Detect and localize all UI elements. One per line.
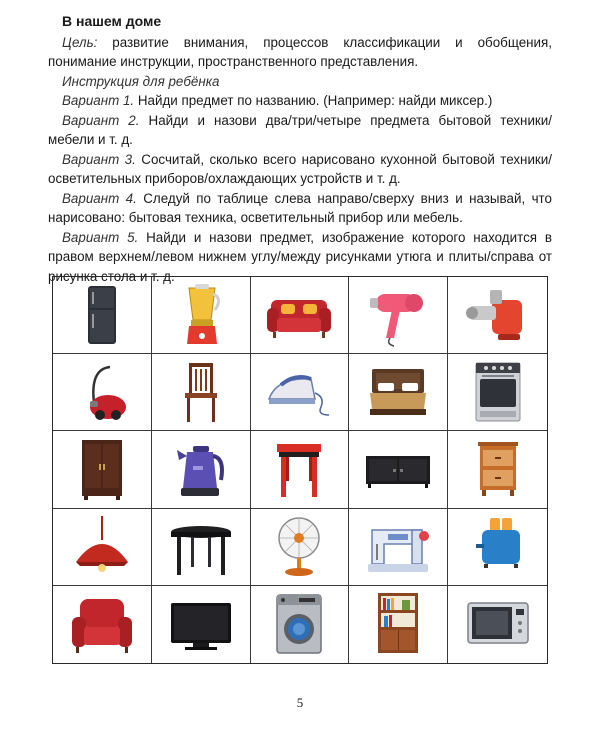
- bookcase-icon: [362, 591, 434, 657]
- variant-paragraph: [48, 91, 552, 111]
- meat-grinder-icon: [462, 282, 534, 348]
- grid-cell: [152, 354, 251, 431]
- grid-cell: [448, 586, 547, 663]
- grid-cell: [251, 431, 350, 508]
- grid-cell: [53, 586, 152, 663]
- paragraph-label: Вариант 5.: [62, 229, 139, 245]
- microwave-icon: [462, 591, 534, 657]
- grid-cell: [349, 354, 448, 431]
- grid-cell: [448, 354, 547, 431]
- grid-cell: [53, 354, 152, 431]
- grid-cell: [251, 586, 350, 663]
- picture-grid: [52, 276, 548, 664]
- grid-cell: [53, 277, 152, 354]
- television-icon: [165, 591, 237, 657]
- grid-cell: [152, 586, 251, 663]
- variant-paragraph: [48, 189, 552, 228]
- hair-dryer-icon: [362, 282, 434, 348]
- grid-cell: [53, 509, 152, 586]
- grid-cell: [152, 431, 251, 508]
- armchair-icon: [66, 591, 138, 657]
- washing-machine-icon: [263, 591, 335, 657]
- goal-paragraph: [48, 33, 552, 72]
- paragraph-label: Вариант 4.: [62, 190, 137, 206]
- paragraph-text: Следуй по таблице слева направо/сверху вниз и называй, что нарисовано: бытовая техника, осветительный прибор или мебель.: [48, 190, 552, 225]
- paragraph-text: Найди и назови предмет, изображение которого находится в правом верхнем/левом нижнем углу/между рисунками утюга и плиты/справа от рисунка стола и т. д.: [48, 229, 552, 284]
- toaster-icon: [462, 514, 534, 580]
- electric-kettle-icon: [165, 436, 237, 502]
- grid-cell: [448, 509, 547, 586]
- grid-cell: [448, 277, 547, 354]
- variant-paragraph: [48, 111, 552, 150]
- paragraph-text: развитие внимания, процессов классификации и обобщения, понимание инструкции, пространственного представления.: [48, 34, 552, 69]
- vacuum-cleaner-icon: [66, 359, 138, 425]
- table-icon: [165, 514, 237, 580]
- paragraph-label: Цель:: [62, 34, 98, 50]
- paragraph-label: Вариант 1.: [62, 93, 135, 108]
- sewing-machine-icon: [362, 514, 434, 580]
- variant-paragraph: [48, 150, 552, 189]
- stove-icon: [462, 359, 534, 425]
- refrigerator-icon: [66, 282, 138, 348]
- paragraph-label: Вариант 3.: [62, 151, 136, 167]
- grid-cell: [448, 431, 547, 508]
- instruction-heading: Инструкция для ребёнка: [62, 73, 220, 89]
- paragraph-text: Найди и назови два/три/четыре предмета бытовой техники/мебели и т. д.: [48, 112, 552, 147]
- grid-cell: [349, 431, 448, 508]
- grid-cell: [251, 354, 350, 431]
- bed-icon: [362, 359, 434, 425]
- stool-icon: [263, 436, 335, 502]
- nightstand-icon: [462, 436, 534, 502]
- paragraph-text: Найди предмет по названию. (Например: найди миксер.): [134, 93, 493, 108]
- tv-stand-icon: [362, 436, 434, 502]
- sofa-icon: [263, 282, 335, 348]
- blender-icon: [165, 282, 237, 348]
- page-title: В нашем доме: [62, 13, 162, 29]
- chair-icon: [165, 359, 237, 425]
- paragraph-label: Вариант 2.: [62, 112, 140, 128]
- ceiling-lamp-icon: [66, 514, 138, 580]
- grid-cell: [251, 509, 350, 586]
- wardrobe-icon: [66, 436, 138, 502]
- page-number: 5: [296, 695, 304, 710]
- grid-cell: [152, 277, 251, 354]
- grid-cell: [251, 277, 350, 354]
- fan-icon: [263, 514, 335, 580]
- paragraph-text: Сосчитай, сколько всего нарисовано кухонной бытовой техники/осветительных приборов/охлаждающих устройств и т. д.: [48, 151, 552, 186]
- iron-icon: [263, 359, 335, 425]
- grid-cell: [152, 509, 251, 586]
- task-text: [48, 12, 552, 286]
- grid-cell: [349, 509, 448, 586]
- grid-cell: [53, 431, 152, 508]
- grid-cell: [349, 586, 448, 663]
- grid-cell: [349, 277, 448, 354]
